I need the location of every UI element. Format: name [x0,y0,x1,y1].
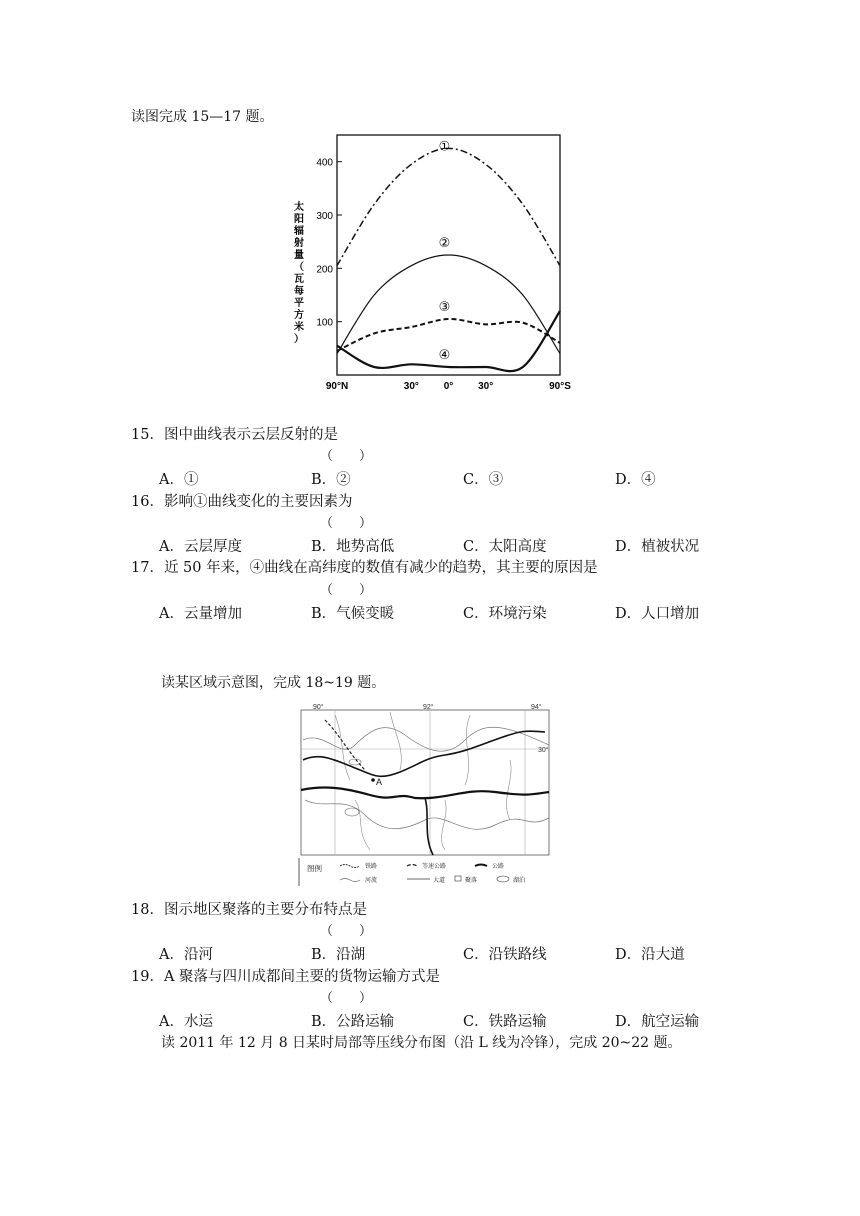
option-c[interactable]: C．③ [463,472,504,488]
lon-label: 94° [531,704,542,711]
option-d[interactable]: D．航空运输 [615,1014,700,1030]
x-tick-label: 0° [443,381,454,392]
answer-paren: （ ） [320,991,373,1006]
x-tick-label: 90°N [325,381,349,392]
y-tick-label: 200 [316,264,333,276]
option-d[interactable]: D．沿大道 [615,947,685,963]
y-axis-label-char: 方 [294,310,304,321]
option-b[interactable]: B．气候变暖 [311,606,395,622]
settlement-a-label: A [376,777,383,787]
option-c[interactable]: C．太阳高度 [463,539,547,555]
option-a[interactable]: A．云量增加 [159,606,242,622]
answer-paren: （ ） [320,516,373,531]
option-b[interactable]: B．地势高低 [311,539,395,555]
option-d[interactable]: D．植被状况 [615,539,700,555]
question-16-stem: 16．影响①曲线变化的主要因素为 [131,494,353,510]
y-tick-label: 300 [316,211,333,222]
answer-paren: （ ） [320,449,373,464]
section-intro: 读图完成 15—17 题。 [131,109,274,125]
option-c[interactable]: C．铁路运输 [463,1014,547,1030]
option-b[interactable]: B．沿湖 [311,947,366,963]
option-b[interactable]: B．公路运输 [311,1014,395,1030]
legend-item: 聚落 [465,878,478,884]
section-intro: 读某区域示意图，完成 18~19 题。 [161,675,386,691]
series-label: ② [438,235,451,250]
region-map-svg [295,700,553,888]
x-tick-label: 90°S [549,381,571,392]
series-line [337,311,560,371]
legend-item: 公路 [492,864,505,870]
series-label: ③ [438,299,451,314]
lat-label: 30° [538,747,549,754]
y-axis-label-char: 辐 [294,226,304,237]
lon-label: 92° [423,704,434,711]
option-b[interactable]: B．② [311,472,351,488]
x-tick-label: 30° [478,381,494,392]
series-label: ① [438,138,451,154]
y-axis-label-char: 量 [294,250,304,261]
y-axis-label-char: 平 [294,298,304,309]
question-18-stem: 18．图示地区聚落的主要分布特点是 [131,902,367,918]
legend-item: 铁路 [365,864,378,870]
region-map [295,700,553,888]
y-axis-label-char: 阳 [294,214,304,225]
x-tick-label: 30° [403,381,419,392]
option-a[interactable]: A．水运 [159,1014,213,1030]
option-c[interactable]: C．环境污染 [463,606,547,622]
y-axis-label-char: 射 [294,238,304,249]
settlement-a-marker [371,778,375,782]
y-axis-label-char: 米 [294,322,304,333]
y-axis-label-char: 瓦 [294,274,304,285]
legend-item: 等速公路 [422,864,447,870]
option-a[interactable]: A．云层厚度 [159,539,242,555]
y-tick-label: 400 [316,157,333,169]
series-label: ④ [438,347,451,362]
y-axis-label-char: 每 [294,286,304,297]
legend-title: 图例 [307,864,322,873]
radiation-chart-svg [285,130,580,400]
question-17-stem: 17．近 50 年来，④曲线在高纬度的数值有减少的趋势，其主要的原因是 [131,560,598,576]
legend-item: 大道 [433,878,446,884]
y-tick-label: 100 [316,317,333,329]
lon-label: 90° [313,704,324,711]
legend-item: 湖泊 [513,878,526,884]
radiation-chart [285,130,580,400]
option-a[interactable]: A．沿河 [159,947,213,963]
option-c[interactable]: C．沿铁路线 [463,947,547,963]
answer-paren: （ ） [320,924,373,939]
question-15-stem: 15．图中曲线表示云层反射的是 [131,427,338,443]
y-axis-label-char: （ [294,262,304,273]
y-axis-label-char: ） [294,334,304,345]
option-d[interactable]: D．④ [615,472,656,488]
question-19-stem: 19．A 聚落与四川成都间主要的货物运输方式是 [131,969,441,985]
answer-paren: （ ） [320,583,373,598]
legend-item: 河流 [365,878,378,884]
option-a[interactable]: A．① [159,472,199,488]
section-intro: 读 2011 年 12 月 8 日某时局部等压线分布图（沿 L 线为冷锋），完成 20~22 题。 [161,1035,682,1051]
option-d[interactable]: D．人口增加 [615,606,700,622]
y-axis-label-char: 太 [294,202,304,213]
